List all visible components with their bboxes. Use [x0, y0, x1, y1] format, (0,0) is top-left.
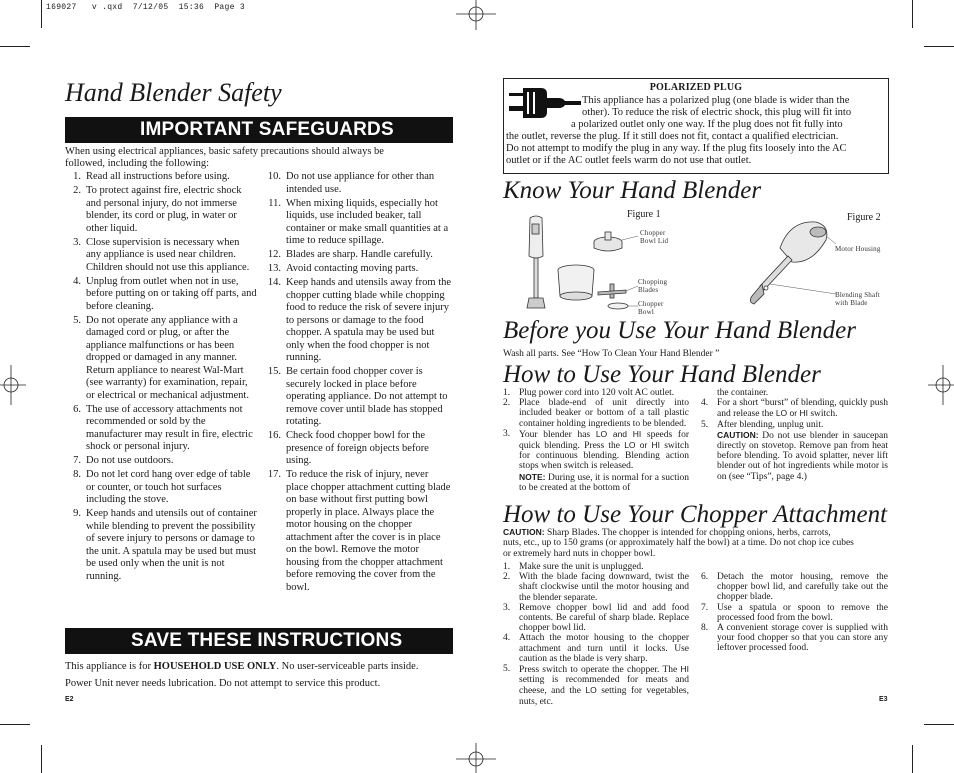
crop-mark [41, 745, 42, 773]
plug-text-line-2: other). To reduce the risk of electric shock, this plug will fit into [582, 107, 852, 118]
household-use-note: This appliance is for HOUSEHOLD USE ONLY. No user-serviceable parts inside. [65, 661, 419, 672]
callout-blending-shaft: Blending Shaft with Blade [835, 291, 880, 307]
list-item: 3. Remove chopper bowl lid and add food contents. Be careful of sharp blade. Replace chopper bowl lid. [503, 602, 689, 634]
page-number-right: E3 [879, 696, 888, 703]
safeguards-intro: When using electrical appliances, basic safety precautions should always be followed, including the following: [65, 146, 384, 169]
list-item: 9. Keep hands and utensils out of container while blending to prevent the possibility of severe injury to persons or damage to the unit. A spatula may be used but must be used only when the unit is not running. [73, 508, 257, 582]
use-steps-col2 [701, 388, 888, 482]
crop-mark [924, 46, 954, 47]
plug-text-line-4: the outlet, reverse the plug. If it still does not fit, contact a qualified electrician. [506, 131, 839, 142]
chopper-steps-col2 [701, 572, 888, 654]
list-item: 6. Detach the motor housing, remove the chopper bowl lid, and carefully take out the chopper blade. [701, 572, 888, 603]
list-item: 17. To reduce the risk of injury, never place chopper attachment cutting blade on base without first putting bowl properly in place. Always place the motor housing on the chopper attachment after the cover is in place on the bowl. Remove the motor housing from the chopper attachment before removing the cover from the bowl. [267, 469, 451, 593]
chopper-attachment-title: How to Use Your Chopper Attachment [503, 501, 888, 528]
registration-mark-left [0, 365, 26, 405]
callout-chopping-blades: Chopping Blades [638, 278, 668, 294]
figure-1-label: Figure 1 [627, 209, 661, 220]
list-item: 5. After blending, unplug unit. CAUTION: Do not use blender in saucepan directly on stovetop. Remove pan from heat before blending. To avoid splatter, never lift blender out of hot ingredients while motor is on (see “Tips”, page 4.) [701, 419, 888, 482]
callout-chopper-bowl-lid: Chopper Bowl Lid [640, 229, 669, 245]
figure-2-illustration [740, 214, 840, 314]
safeguards-list-col1 [65, 171, 257, 585]
list-item: 2. With the blade facing downward, twist the shaft clockwise until the motor housing and the blender separate. [503, 572, 689, 603]
page-title-safety: Hand Blender Safety [65, 78, 282, 107]
list-item: 2. Place blade-end of unit directly into included beaker or bottom of a tall plastic container holding ingredients to be blended. [503, 398, 689, 429]
plug-text-line-1: This appliance has a polarized plug (one blade is wider than the [582, 95, 850, 106]
list-item: the container. [717, 388, 769, 398]
list-item: 14. Keep hands and utensils away from the chopper cutting blade while chopping food to reduce the risk of severe injury to persons or damage to the food chopper. A spatula may be used but only when the food chopper is not running. [267, 277, 452, 363]
registration-mark-bottom [456, 743, 496, 773]
how-to-use-title: How to Use Your Hand Blender [503, 361, 821, 388]
callout-chopper-bowl: Chopper Bowl [638, 300, 664, 316]
power-unit-note: Power Unit never needs lubrication. Do not attempt to service this product. [65, 678, 381, 689]
crop-mark [0, 46, 30, 47]
list-item: 1. Plug power cord into 120 volt AC outlet. [503, 388, 675, 398]
list-item: 13. Avoid contacting moving parts. [267, 263, 419, 274]
crop-mark [924, 724, 954, 725]
figure-2-label: Figure 2 [847, 212, 881, 223]
crop-mark [912, 745, 913, 773]
list-item: 12. Blades are sharp. Handle carefully. [267, 249, 433, 260]
polarized-plug-box [503, 78, 889, 174]
safeguards-list-col2 [260, 171, 453, 596]
polarized-plug-title: POLARIZED PLUG [649, 82, 743, 93]
chopper-caution: CAUTION: Sharp Blades. The chopper is intended for chopping onions, herbs, carrots, nuts, etc., up to 150 grams (or approximately half the bowl) at a time. Do not chop ice cubes or extremely hard nuts in chopper bowl. [503, 527, 854, 559]
crop-mark [912, 0, 913, 28]
list-item: 5. Press switch to operate the chopper. The HI setting is recommended for meats and cheese, and the LO setting for vegetables, nuts, etc. [503, 664, 689, 707]
list-item: 6. The use of accessory attachments not recommended or sold by the manufacturer may result in fire, electric shock or personal injury. [73, 403, 253, 452]
crop-mark [0, 724, 30, 725]
crop-mark [41, 0, 42, 28]
callout-motor-housing: Motor Housing [835, 245, 881, 253]
plug-text-line-5: Do not attempt to modify the plug in any way. If the plug fits loosely into the AC [506, 143, 847, 154]
print-slug: 169027 v .qxd 7/12/05 15:36 Page 3 [46, 3, 245, 12]
list-item: 7. Do not use outdoors. [73, 455, 174, 466]
list-item: 5. Do not operate any appliance with a damaged cord or plug, or after the appliance malfunctions or has been dropped or damaged in any manner. Return appliance to nearest Wal-Mart (see warranty) for examination, repair, or electrical or mechanical adjustment. [73, 314, 249, 401]
list-item: 2. To protect against fire, electric shock and personal injury, do not immerse blender, its cord or plug, in water or other liquid. [73, 185, 242, 234]
before-you-use-title: Before you Use Your Hand Blender [503, 317, 856, 344]
plug-text-line-6: outlet or if the AC outlet feels warm do not use that outlet. [506, 155, 752, 166]
registration-mark-top [456, 0, 496, 30]
list-item: 1. Make sure the unit is unplugged. [503, 562, 644, 572]
list-item: 8. Do not let cord hang over edge of table or counter, or touch hot surfaces including the stove. [73, 469, 251, 505]
list-item: 7. Use a spatula or spoon to remove the processed food from the bowl. [701, 602, 888, 623]
important-safeguards-banner: IMPORTANT SAFEGUARDS [65, 117, 453, 143]
list-item: 3. Your blender has LO and HI speeds for quick blending. Press the LO or HI switch for continuous blending. Blending action stops when switch is released. NOTE: During use, it is normal for a suction to be created at the bottom of [503, 428, 689, 493]
wash-parts-note: Wash all parts. See “How To Clean Your Hand Blender ” [503, 349, 720, 359]
plug-text-line-3: a polarized outlet only one way. If the plug does not fit fully into [571, 119, 843, 130]
page-number-left: E2 [65, 696, 74, 703]
list-item: 1. Read all instructions before using. [73, 171, 230, 182]
list-item: 11. When mixing liquids, especially hot liquids, use included beaker, tall container or make small quantities at a time to reduce spillage. [268, 197, 449, 246]
know-your-blender-title: Know Your Hand Blender [503, 177, 762, 204]
registration-mark-right [928, 365, 954, 405]
list-item: 16. Check food chopper bowl for the presence of foreign objects before using. [267, 430, 429, 466]
list-item: 15. Be certain food chopper cover is securely locked in place before operating appliance. Do not attempt to remove cover until blade has stopped rotating. [267, 366, 448, 427]
list-item: 3. Close supervision is necessary when any appliance is used near children. Children should not use this appliance. [73, 236, 250, 273]
list-item: 4. Unplug from outlet when not in use, before putting on or taking off parts, and before cleaning. [73, 275, 257, 312]
use-steps-col1 [503, 388, 689, 493]
list-item: 10. Do not use appliance for other than intended use. [267, 171, 435, 195]
chopper-steps-col1 [503, 562, 689, 707]
list-item: 4. Attach the motor housing to the chopper attachment and turn until it locks. Use caution as the blade is very sharp. [503, 633, 689, 664]
plug-icon [507, 84, 582, 120]
save-instructions-banner: SAVE THESE INSTRUCTIONS [65, 628, 453, 654]
list-item: 8. A convenient storage cover is supplied with your food chopper so that you can store any leftover processed food. [701, 623, 888, 654]
list-item: 4. For a short “burst” of blending, quickly push and release the LO or HI switch. [701, 398, 888, 420]
